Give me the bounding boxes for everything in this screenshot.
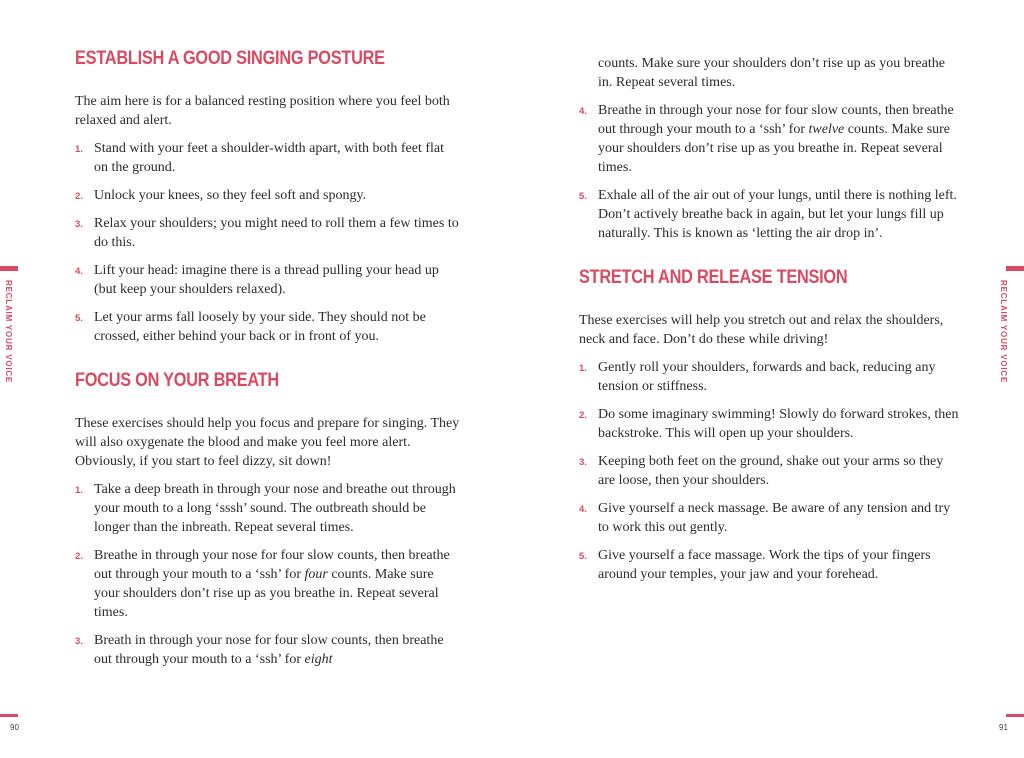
list-item: 4. Lift your head: imagine there is a thread pulling your head up (but keep your shoulders relaxed).	[75, 263, 439, 297]
section-heading-stretch: STRETCH AND RELEASE TENSION	[579, 267, 848, 288]
list-item: 5. Exhale all of the air out of your lungs, until there is nothing left. Don’t actively breathe back in again, but let your lungs fill up naturally. This is known as ‘letting the air drop in’.	[579, 188, 957, 241]
list-item: 5. Give yourself a face massage. Work the tips of your fingers around your temples, your jaw and your forehead.	[579, 548, 931, 582]
section-intro: These exercises will help you stretch out and relax the shoulders, neck and face. Don’t do these while driving!	[579, 313, 944, 347]
list-item: 2. Breathe in through your nose for four slow counts, then breathe out through your mouth to a ‘ssh’ for four counts. Make sure your shoulders don’t rise up as you breathe in. Repeat several times.	[75, 548, 450, 620]
list-item: 2. Unlock your knees, so they feel soft and spongy.	[75, 188, 367, 203]
section-intro: The aim here is for a balanced resting position where you feel both relaxed and alert.	[75, 94, 450, 128]
list-item: 3. Keeping both feet on the ground, shake out your arms so they are loose, then your shoulders.	[579, 454, 944, 488]
section-intro: These exercises should help you focus and prepare for singing. They will also oxygenate the blood and make you feel more alert. Obviously, if you start to feel dizzy, sit down!	[75, 416, 460, 469]
numbered-list-posture	[75, 139, 460, 346]
list-item: 2. Do some imaginary swimming! Slowly do forward strokes, then backstroke. This will open up your shoulders.	[579, 407, 959, 441]
side-tab-marker	[1006, 266, 1024, 271]
right-column	[579, 54, 961, 584]
side-running-title: RECLAIM YOUR VOICE	[999, 280, 1008, 384]
list-item: 3. Relax your shoulders; you might need to roll them a few times to do this.	[75, 216, 459, 250]
page-number: 90	[10, 723, 19, 732]
section-heading-posture: ESTABLISH A GOOD SINGING POSTURE	[75, 48, 385, 69]
list-item: 5. Let your arms fall loosely by your side. They should not be crossed, either behind your back or in front of you.	[75, 310, 426, 344]
side-running-title: RECLAIM YOUR VOICE	[4, 280, 13, 384]
numbered-list-breath-continued	[579, 101, 961, 243]
footer-marker	[1006, 714, 1024, 717]
list-item: 3. Breath in through your nose for four slow counts, then breathe out through your mouth to a ‘ssh’ for eight	[75, 633, 444, 667]
right-page	[512, 0, 1024, 758]
side-tab-marker	[0, 266, 18, 271]
page-number: 91	[999, 723, 1008, 732]
left-column	[75, 48, 460, 669]
footer-marker	[0, 714, 18, 717]
continued-text: counts. Make sure your shoulders don’t rise up as you breathe in. Repeat several times.	[598, 56, 945, 90]
list-item: 1. Stand with your feet a shoulder-width apart, with both feet flat on the ground.	[75, 141, 445, 175]
list-item: 4. Breathe in through your nose for four slow counts, then breathe out through your mouth to a ‘ssh’ for twelve counts. Make sure your shoulders don’t rise up as you breathe in. Repeat several times.	[579, 103, 954, 175]
section-heading-breath: FOCUS ON YOUR BREATH	[75, 370, 279, 391]
numbered-list-breath	[75, 480, 460, 669]
list-item: 1. Take a deep breath in through your nose and breathe out through your mouth to a long ‘sssh’ sound. The outbreath should be longer than the inbreath. Repeat several times.	[75, 482, 456, 535]
list-item: 1. Gently roll your shoulders, forwards and back, reducing any tension or stiffness.	[579, 360, 936, 394]
numbered-list-stretch	[579, 358, 961, 584]
list-item: 4. Give yourself a neck massage. Be aware of any tension and try to work this out gently.	[579, 501, 951, 535]
